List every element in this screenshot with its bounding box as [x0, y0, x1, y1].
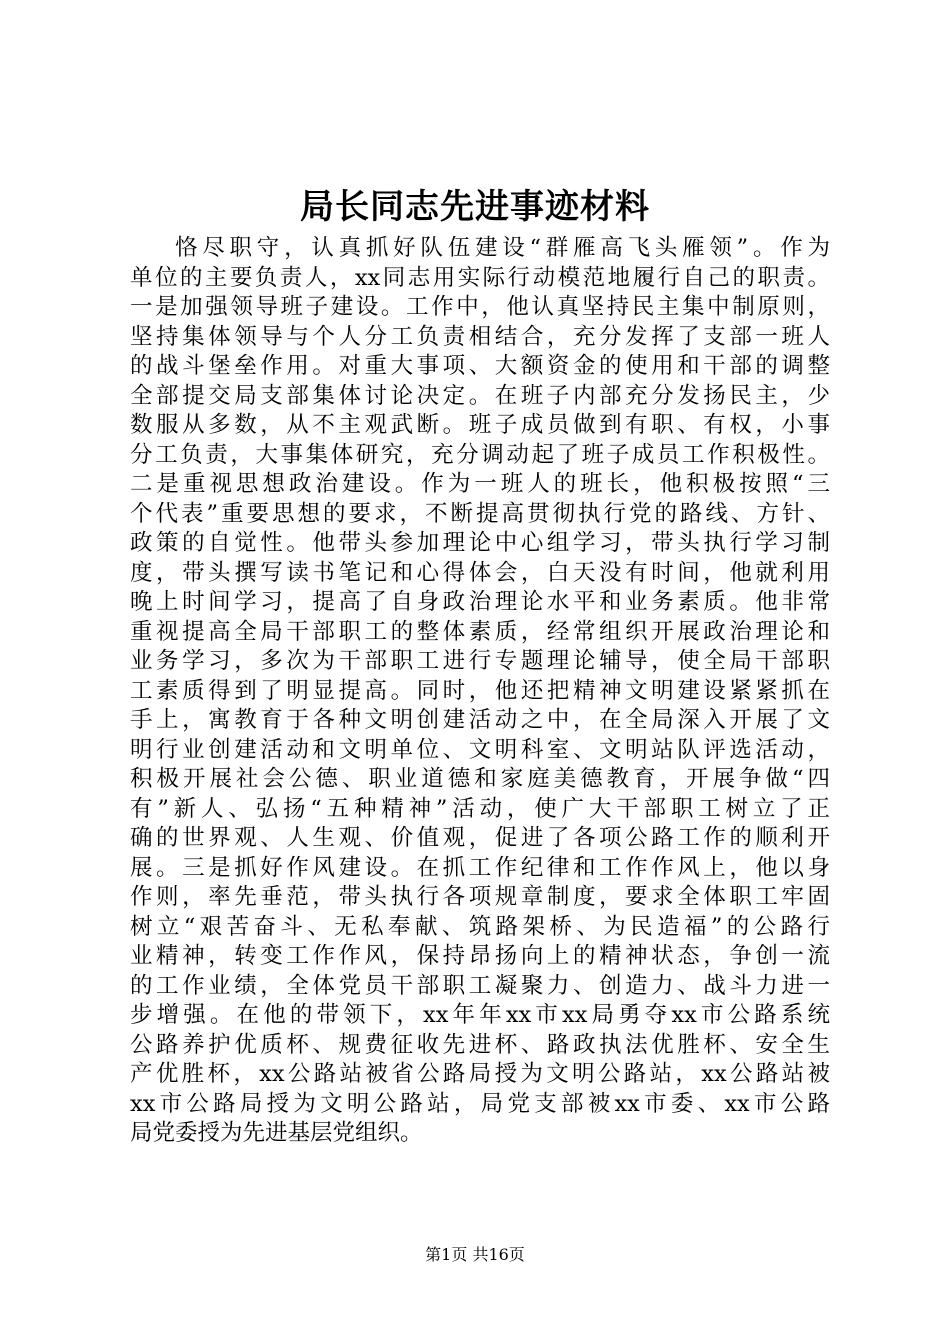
document-title: 局长同志先进事迹材料 — [300, 187, 650, 227]
body-text-line: 政策的自觉性。他带头参加理论中心组学习，带头执行学习制 — [130, 530, 830, 556]
body-text-line: 局党委授为先进基层党组织。 — [130, 1120, 423, 1146]
body-text-line: 重视提高全局干部职工的整体素质，经常组织开展政治理论和 — [130, 618, 830, 645]
body-text-line: 业精神，转变工作作风，保持昂扬向上的精神状态，争创一流 — [130, 943, 830, 969]
body-text-line: xx市公路局授为文明公路站，局党支部被xx市委、xx市公路 — [130, 1090, 830, 1117]
body-text-line: 度，带头撰写读书笔记和心得体会，白天没有时间，他就利用 — [130, 559, 830, 586]
body-text-line: 手上，寓教育于各种文明创建活动之中，在全局深入开展了文 — [130, 707, 830, 733]
body-text-line: 展。三是抓好作风建设。在抓工作纪律和工作作风上，他以身 — [130, 854, 830, 881]
body-text-line: 积极开展社会公德、职业道德和家庭美德教育，开展争做“四 — [130, 766, 830, 792]
body-text-line: 公路养护优质杯、规费征收先进杯、路政执法优胜杯、安全生 — [130, 1031, 830, 1058]
body-text-line: 单位的主要负责人，xx同志用实际行动模范地履行自己的职责。 — [130, 264, 830, 291]
body-text-line: 晚上时间学习，提高了自身政治理论水平和业务素质。他非常 — [130, 589, 830, 615]
body-text-line: 树立“艰苦奋斗、无私奉献、筑路架桥、为民造福”的公路行 — [130, 913, 830, 940]
body-text-line: 二是重视思想政治建设。作为一班人的班长，他积极按照“三 — [130, 471, 830, 497]
body-text-line: 一是加强领导班子建设。工作中，他认真坚持民主集中制原则， — [130, 294, 830, 320]
body-text-line: 的工作业绩，全体党员干部职工凝聚力、创造力、战斗力进一 — [130, 972, 830, 999]
body-text-line: 确的世界观、人生观、价值观，促进了各项公路工作的顺利开 — [130, 825, 830, 851]
page-indicator: 第1页 共16页 — [425, 1245, 525, 1264]
document-body — [130, 234, 830, 1149]
body-text-line: 的战斗堡垒作用。对重大事项、大额资金的使用和干部的调整 — [130, 353, 830, 379]
body-text-line: 步增强。在他的带领下，xx年年xx市xx局勇夺xx市公路系统 — [130, 1002, 830, 1028]
body-text-line: 有”新人、弘扬“五种精神”活动，使广大干部职工树立了正 — [130, 795, 830, 822]
body-text-line: 数服从多数，从不主观武断。班子成员做到有职、有权，小事 — [130, 412, 830, 438]
body-text-line: 业务学习，多次为干部职工进行专题理论辅导，使全局干部职 — [130, 648, 830, 674]
body-text-line: 分工负责，大事集体研究，充分调动起了班子成员工作积极性。 — [130, 441, 830, 468]
body-text-line: 个代表”重要思想的要求，不断提高贯彻执行党的路线、方针、 — [130, 500, 830, 527]
body-text-line: 产优胜杯，xx公路站被省公路局授为文明公路站，xx公路站被 — [130, 1061, 830, 1087]
body-text-line: 工素质得到了明显提高。同时，他还把精神文明建设紧紧抓在 — [130, 677, 830, 704]
body-text-line: 全部提交局支部集体讨论决定。在班子内部充分发扬民主，少 — [130, 382, 830, 409]
body-text-line: 明行业创建活动和文明单位、文明科室、文明站队评选活动， — [130, 736, 830, 763]
body-text-line: 恪尽职守，认真抓好队伍建设“群雁高飞头雁领”。作为 — [175, 235, 830, 261]
body-text-line: 作则，率先垂范，带头执行各项规章制度，要求全体职工牢固 — [130, 884, 830, 910]
body-text-line: 坚持集体领导与个人分工负责相结合，充分发挥了支部一班人 — [130, 323, 830, 350]
